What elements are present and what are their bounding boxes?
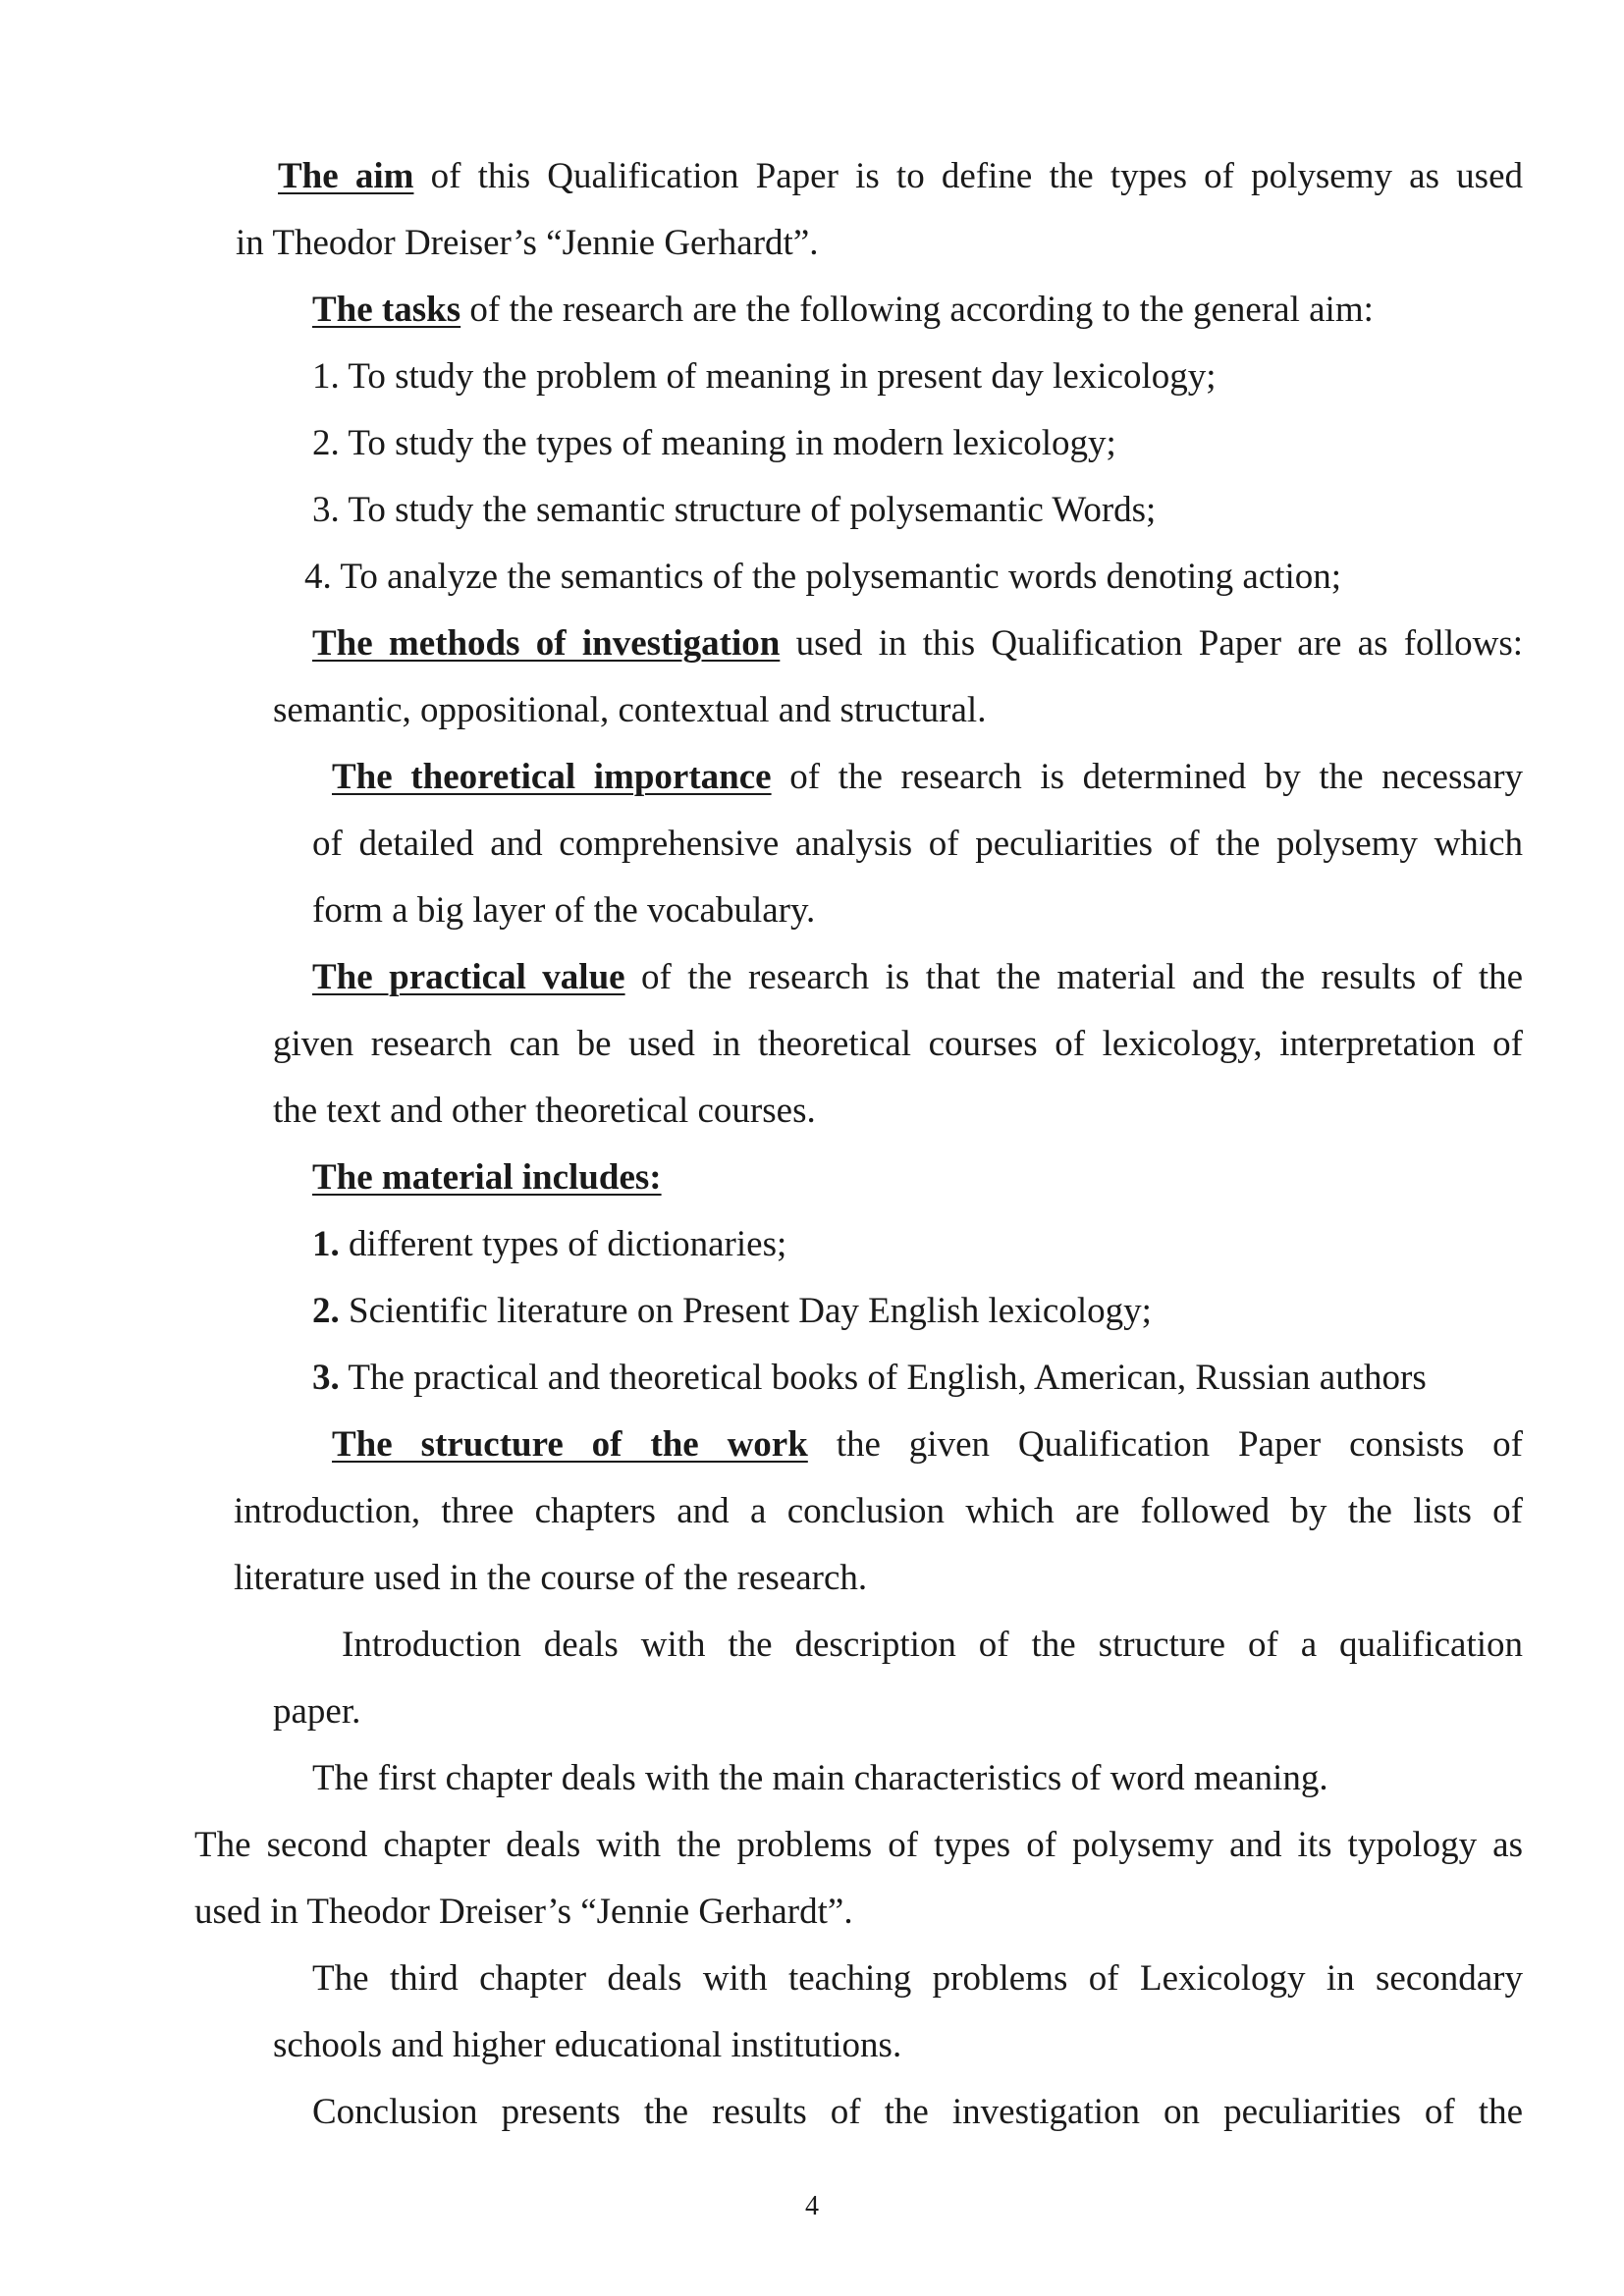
material-item-1-number: 1.: [312, 1224, 340, 1264]
theory-heading: The theoretical importance: [332, 757, 772, 797]
chapter3-line-2: schools and higher educational institutions.: [273, 2025, 902, 2065]
methods-line-1: [312, 611, 1523, 677]
conclusion-line-1: Conclusion presents the results of the investigation on peculiarities of the: [312, 2092, 1523, 2132]
intro-line-1: Introduction deals with the description of the structure of a qualification: [342, 1625, 1523, 1665]
chapter1-line: The first chapter deals with the main characteristics of word meaning.: [312, 1758, 1328, 1798]
practical-text-1: of the research is that the material and the results of the: [641, 957, 1524, 997]
material-item-3-text: The practical and theoretical books of English, American, Russian authors: [348, 1358, 1427, 1398]
aim-text-1: of this Qualification Paper is to define the types of polysemy as used: [430, 156, 1523, 196]
aim-heading: The aim: [278, 156, 414, 196]
chapter2-line-1: The second chapter deals with the problems of types of polysemy and its typology as: [194, 1825, 1523, 1865]
practical-line-2: given research can be used in theoretical courses of lexicology, interpretation of: [273, 1024, 1523, 1064]
material-item-2-number: 2.: [312, 1291, 340, 1331]
chapter2-line-2: used in Theodor Dreiser’s “Jennie Gerhardt”.: [194, 1892, 853, 1932]
practical-heading: The practical value: [312, 957, 625, 997]
structure-heading: The structure of the work: [332, 1424, 808, 1465]
material-heading-line: [312, 1145, 1523, 1211]
practical-line-1: [312, 944, 1523, 1011]
chapter3-line-1: The third chapter deals with teaching problems of Lexicology in secondary: [312, 1958, 1523, 1999]
structure-line-2: introduction, three chapters and a conclusion which are followed by the lists of: [234, 1491, 1523, 1531]
material-item-2-text: Scientific literature on Present Day English lexicology;: [339, 1291, 1152, 1331]
theory-line-1: [332, 744, 1523, 811]
material-item-3: [312, 1345, 1523, 1412]
material-heading: The material includes:: [312, 1157, 662, 1198]
task-item-2: 2. To study the types of meaning in modern lexicology;: [312, 423, 1116, 463]
structure-line-1: [332, 1412, 1523, 1478]
theory-text-1: of the research is determined by the necessary: [789, 757, 1524, 797]
methods-text-1: used in this Qualification Paper are as follows:: [795, 623, 1524, 664]
practical-line-3: the text and other theoretical courses.: [273, 1091, 816, 1131]
structure-text-1: the given Qualification Paper consists of: [836, 1424, 1523, 1465]
material-item-3-number: 3.: [312, 1358, 340, 1398]
tasks-heading: The tasks: [312, 290, 461, 330]
aim-line-2: in Theodor Dreiser’s “Jennie Gerhardt”.: [236, 223, 819, 263]
theory-line-2: of detailed and comprehensive analysis of peculiarities of the polysemy which: [312, 824, 1523, 864]
task-item-1: 1. To study the problem of meaning in present day lexicology;: [312, 356, 1217, 397]
task-item-4: 4. To analyze the semantics of the polysemantic words denoting action;: [304, 557, 1342, 597]
tasks-intro-line: [312, 277, 1523, 344]
theory-line-3: form a big layer of the vocabulary.: [312, 890, 816, 931]
material-item-2: [312, 1278, 1523, 1345]
methods-heading: The methods of investigation: [312, 623, 781, 664]
tasks-intro-text: of the research are the following according to the general aim:: [469, 290, 1374, 330]
intro-line-2: paper.: [273, 1691, 361, 1732]
material-item-1-text: different types of dictionaries;: [339, 1224, 787, 1264]
page-number: 4: [805, 2191, 819, 2221]
structure-line-3: literature used in the course of the research.: [234, 1558, 868, 1598]
task-item-3: 3. To study the semantic structure of polysemantic Words;: [312, 490, 1157, 530]
methods-line-2: semantic, oppositional, contextual and structural.: [273, 690, 987, 730]
aim-line-1: [278, 143, 1523, 210]
material-item-1: [312, 1211, 1523, 1278]
